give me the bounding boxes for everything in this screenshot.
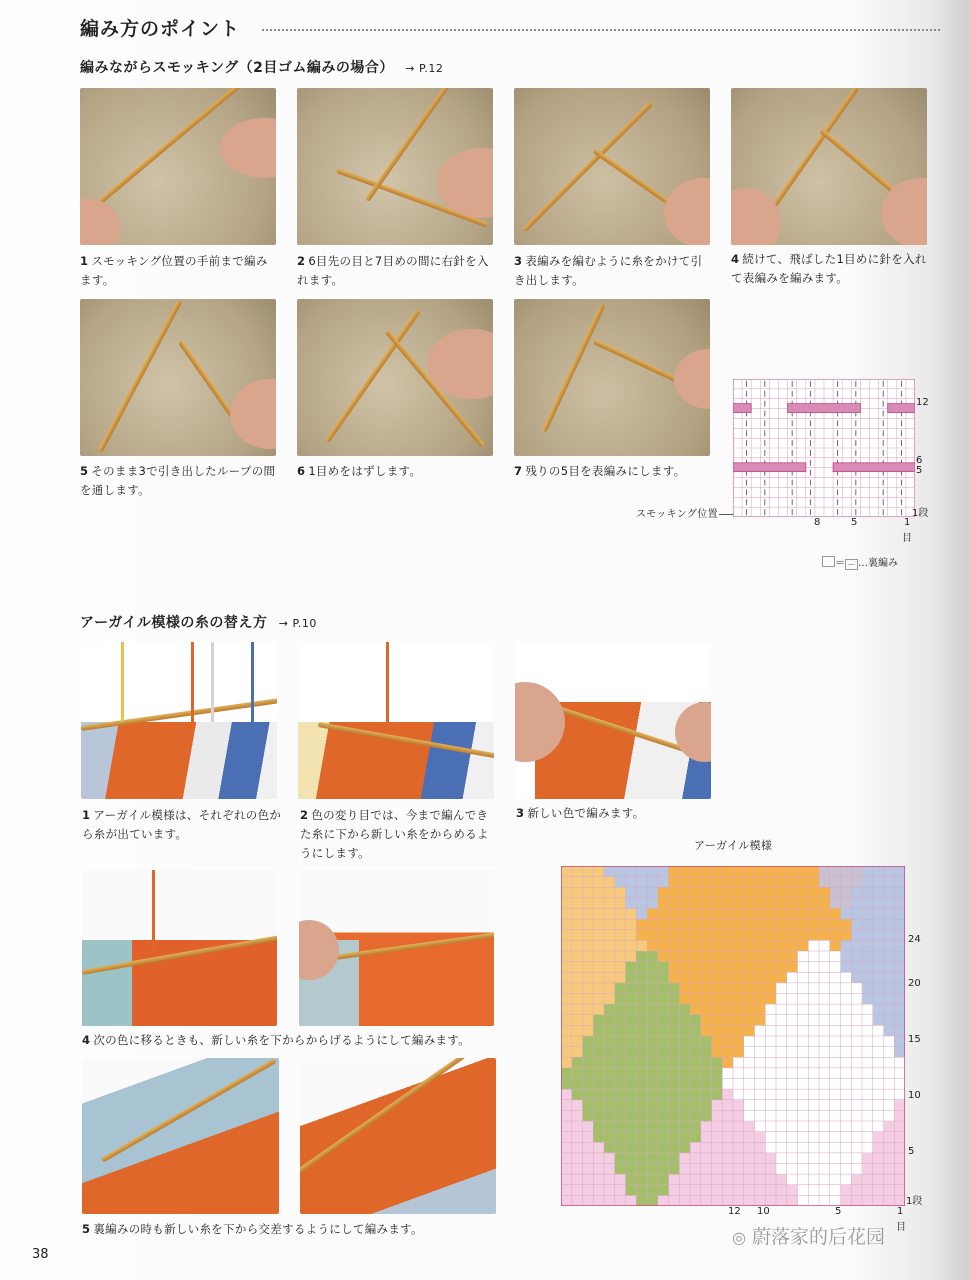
step2-photo bbox=[297, 88, 493, 245]
argyle-col-10: 10 bbox=[757, 1206, 770, 1217]
argyle-step1-caption: 1 アーガイル模様は、それぞれの色から糸が出ています。 bbox=[82, 808, 282, 841]
section2-title-text: アーガイル模様の糸の替え方 bbox=[80, 615, 268, 631]
smock-row-1: 1段 bbox=[912, 508, 929, 519]
argyle-step5-caption: 5 裏編みの時も新しい糸を下から交差するようにして編みます。 bbox=[82, 1222, 423, 1236]
smock-col-5: 5 bbox=[851, 517, 858, 528]
argyle-chart-title: アーガイル模様 bbox=[694, 839, 773, 852]
argyle-row-15: 15 bbox=[908, 1034, 921, 1045]
step7-caption: 7 残りの5目を表編みにします。 bbox=[514, 464, 686, 478]
argyle-row-1: 1段 bbox=[906, 1196, 923, 1207]
argyle-step3-photo bbox=[515, 642, 711, 799]
argyle-col-12: 12 bbox=[728, 1206, 741, 1217]
page-heading: 編み方のポイント bbox=[80, 18, 241, 40]
argyle-row-24: 24 bbox=[908, 934, 921, 945]
smock-row-12: 12 bbox=[916, 397, 929, 408]
smock-row-5: 5 bbox=[916, 465, 923, 476]
smocking-chart-grid bbox=[733, 379, 915, 517]
smocking-position-leader bbox=[719, 514, 733, 515]
argyle-step4a-photo bbox=[82, 870, 277, 1026]
step3-photo bbox=[514, 88, 710, 245]
argyle-step2-caption: 2 色の変り目では、今まで編んできた糸に下から新しい糸をからめるようにします。 bbox=[300, 808, 489, 860]
argyle-row-5: 5 bbox=[908, 1146, 915, 1157]
smocking-chart bbox=[733, 379, 915, 517]
watermark: ◎ 蔚落家的后花园 bbox=[732, 1226, 886, 1248]
page-number: 38 bbox=[32, 1247, 49, 1262]
section2-ref[interactable]: → P.10 bbox=[278, 617, 317, 630]
argyle-step2-photo bbox=[298, 642, 494, 799]
argyle-step5a-photo bbox=[82, 1058, 279, 1214]
step5-photo bbox=[80, 299, 276, 456]
step7-photo bbox=[514, 299, 710, 456]
step6-photo bbox=[297, 299, 493, 456]
step1-caption: 1 スモッキング位置の手前まで編みます。 bbox=[80, 254, 268, 287]
argyle-step1-photo bbox=[81, 642, 277, 799]
step5-caption: 5 そのまま3で引き出したループの間を通します。 bbox=[80, 464, 276, 497]
smock-col-unit: 目 bbox=[902, 533, 912, 544]
smock-col-8: 8 bbox=[814, 517, 821, 528]
argyle-step4-caption: 4 次の色に移るときも、新しい糸を下からからげるようにして編みます。 bbox=[82, 1033, 470, 1047]
legend-text: …裏編み bbox=[858, 558, 898, 569]
argyle-col-unit: 目 bbox=[896, 1222, 906, 1233]
step3-caption: 3 表編みを編むように糸をかけて引き出します。 bbox=[514, 254, 703, 287]
chart-legend: ＝ － …裏編み bbox=[822, 554, 898, 570]
argyle-step5b-photo bbox=[300, 1058, 496, 1214]
step4-caption: 4 続けて、飛ばした1目めに針を入れて表編みを編みます。 bbox=[731, 252, 927, 285]
step1-photo bbox=[80, 88, 276, 245]
smock-row-6: 6 bbox=[916, 455, 923, 466]
legend-minus-box: － bbox=[845, 559, 858, 570]
argyle-row-20: 20 bbox=[908, 978, 921, 989]
section1-title bbox=[80, 57, 443, 77]
argyle-row-10: 10 bbox=[908, 1090, 921, 1101]
heading-dotted-rule bbox=[262, 29, 940, 31]
argyle-step4b-photo bbox=[299, 870, 494, 1026]
wechat-icon: ◎ bbox=[732, 1228, 746, 1247]
step2-caption: 2 6目先の目と7目めの間に右針を入れます。 bbox=[297, 254, 489, 287]
argyle-chart bbox=[561, 866, 905, 1206]
argyle-step3-caption: 3 新しい色で編みます。 bbox=[516, 806, 645, 820]
argyle-col-5: 5 bbox=[835, 1206, 842, 1217]
argyle-col-1: 1 bbox=[897, 1206, 904, 1217]
smock-col-1: 1 bbox=[904, 517, 911, 528]
section2-title bbox=[80, 612, 317, 632]
step4-photo bbox=[731, 88, 927, 245]
section1-title-text: 編みながらスモッキング（2目ゴム編みの場合） bbox=[80, 60, 394, 76]
section1-ref[interactable]: → P.12 bbox=[405, 62, 444, 75]
step6-caption: 6 1目めをはずします。 bbox=[297, 464, 422, 478]
legend-empty-box bbox=[822, 556, 835, 567]
smocking-position-label: スモッキング位置 bbox=[636, 509, 718, 520]
